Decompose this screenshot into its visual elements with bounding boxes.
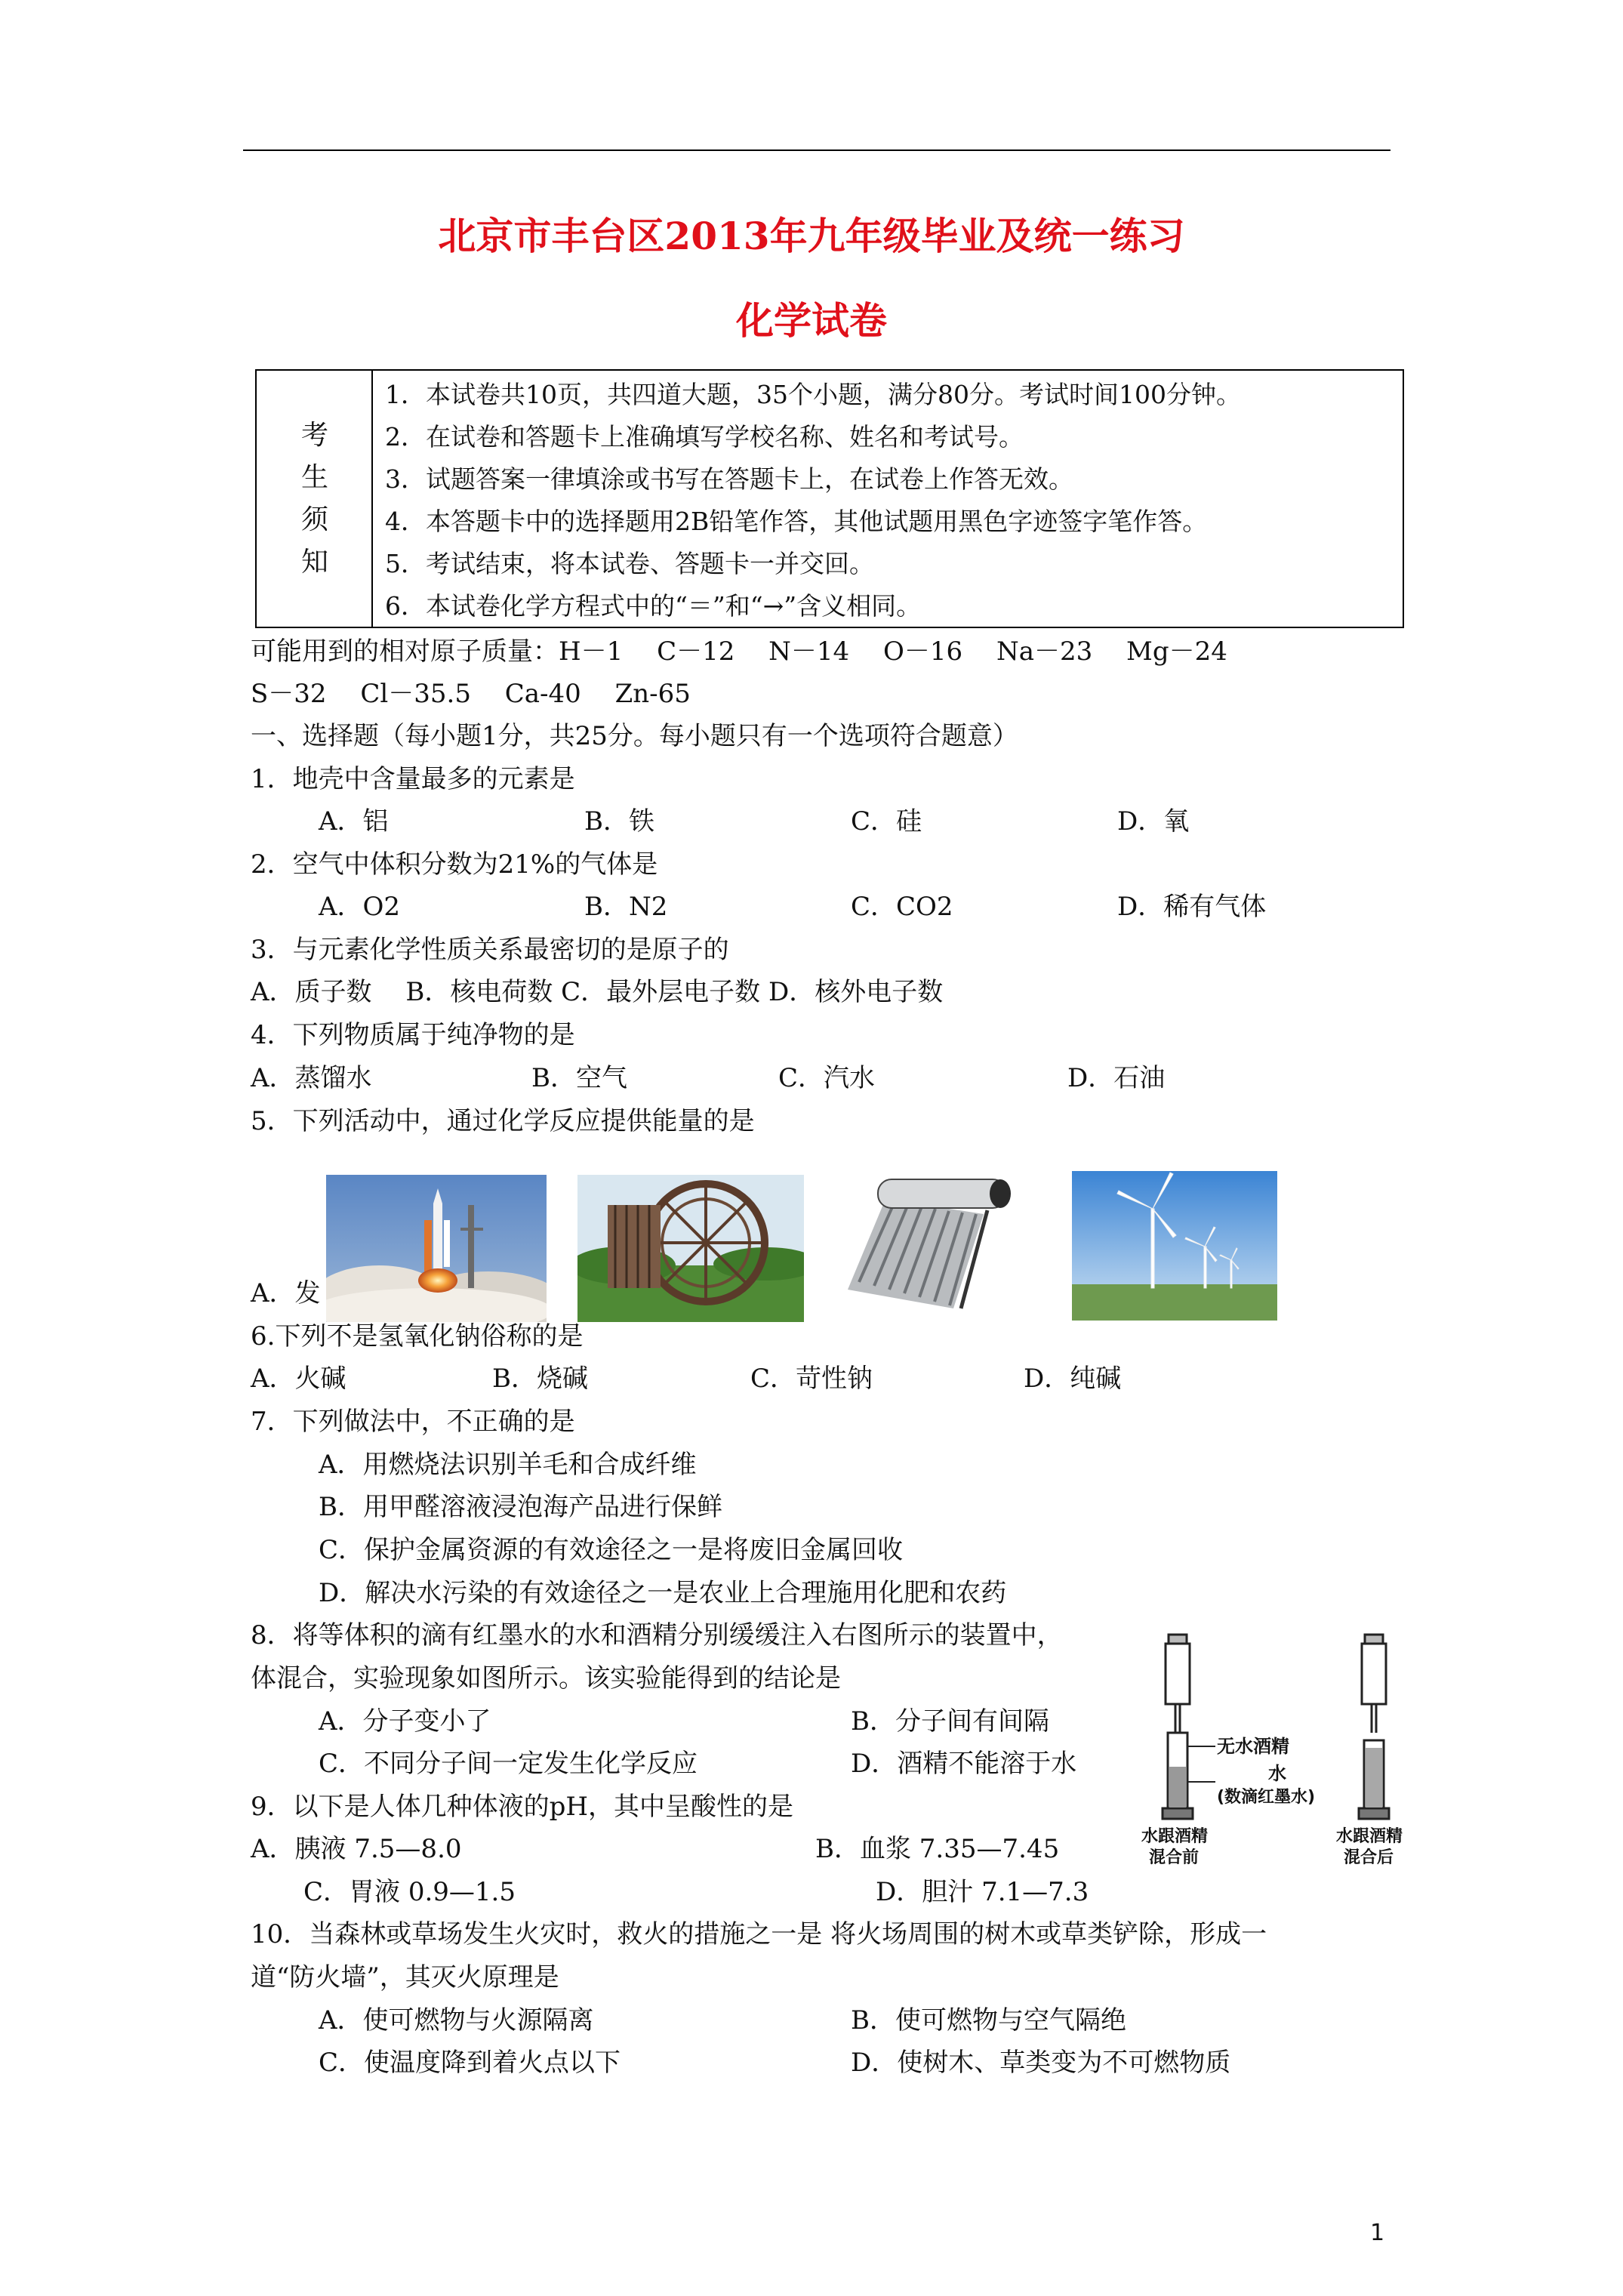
option: B．空气 bbox=[531, 1063, 627, 1093]
option: B．血浆 7.35—7.45 bbox=[815, 1834, 1060, 1864]
option: D．纯碱 bbox=[1024, 1364, 1122, 1394]
notice-label-char: 知 bbox=[300, 547, 328, 578]
question-stem: 8．将等体积的滴有红墨水的水和酒精分别缓缓注入右图所示的装置中， bbox=[251, 1620, 1063, 1650]
notice-label-char: 须 bbox=[300, 504, 328, 535]
option-line: A．质子数 B．核电荷数 C．最外层电子数 D．核外电子数 bbox=[251, 977, 944, 1007]
question-stem: 体混合，实验现象如图所示。该实验能得到的结论是 bbox=[251, 1663, 841, 1693]
option: D．酒精不能溶于水 bbox=[851, 1749, 1077, 1779]
option: C．使温度降到着火点以下 bbox=[319, 2048, 621, 2078]
option: C．硅 bbox=[851, 806, 922, 837]
option: A．O2 bbox=[319, 892, 401, 922]
option: A．用燃烧法识别羊毛和合成纤维 bbox=[319, 1450, 697, 1480]
atomic-mass-line2: S－32 Cl－35.5 Ca-40 Zn-65 bbox=[251, 679, 691, 709]
option: C．苛性钠 bbox=[750, 1364, 873, 1394]
option: B．N2 bbox=[584, 892, 668, 922]
waterwheel-image bbox=[577, 1175, 804, 1322]
option: D．解决水污染的有效途径之一是农业上合理施用化肥和农药 bbox=[319, 1578, 1007, 1608]
option: B．使可燃物与空气隔绝 bbox=[851, 2005, 1126, 2036]
option: A．蒸馏水 bbox=[251, 1063, 372, 1093]
option: A．分子变小了 bbox=[319, 1706, 491, 1737]
atomic-mass-line1: 可能用到的相对原子质量：H－1 C－12 N－14 O－16 Na－23 Mg－24 bbox=[251, 636, 1227, 667]
question-stem: 1．地壳中含量最多的元素是 bbox=[251, 764, 575, 794]
option: B．烧碱 bbox=[492, 1364, 588, 1394]
question-stem: 4．下列物质属于纯净物的是 bbox=[251, 1020, 575, 1050]
option: B．铁 bbox=[584, 806, 654, 837]
option: A．使可燃物与火源隔离 bbox=[319, 2005, 594, 2036]
option: D．胆汁 7.1—7.3 bbox=[876, 1877, 1089, 1907]
notice-label-char: 生 bbox=[300, 462, 328, 493]
option: C．胃液 0.9—1.5 bbox=[303, 1877, 516, 1907]
question-stem: 6.下列不是氢氧化钠俗称的是 bbox=[251, 1321, 584, 1351]
question-stem: 道“防火墙”，其灭火原理是 bbox=[251, 1962, 559, 1992]
option: C．CO2 bbox=[851, 892, 953, 922]
page-number: 1 bbox=[1370, 2220, 1385, 2246]
notice-label-char: 考 bbox=[300, 420, 328, 451]
caption-after: 混合后 bbox=[1344, 1848, 1394, 1867]
notice-item: 5．考试结束，将本试卷、答题卡一并交回。 bbox=[385, 549, 874, 578]
section-heading: 一、选择题（每小题1分，共25分。每小题只有一个选项符合题意） bbox=[251, 721, 1018, 751]
question-stem: 7．下列做法中，不正确的是 bbox=[251, 1407, 575, 1437]
question-stem: 10．当森林或草场发生火灾时，救火的措施之一是 将火场周围的树木或草类铲除，形成一 bbox=[251, 1919, 1267, 1949]
option: B．分子间有间隔 bbox=[851, 1706, 1049, 1737]
option: C．保护金属资源的有效途径之一是将废旧金属回收 bbox=[319, 1535, 904, 1565]
notice-item: 3．试题答案一律填涂或书写在答题卡上，在试卷上作答无效。 bbox=[385, 464, 1073, 494]
label-water-note: (数滴红墨水) bbox=[1217, 1788, 1316, 1807]
question-stem: 5．下列活动中，通过化学反应提供能量的是 bbox=[251, 1106, 755, 1136]
option: D．氧 bbox=[1117, 806, 1190, 837]
option: C．不同分子间一定发生化学反应 bbox=[319, 1749, 698, 1779]
notice-item: 1．本试卷共10页，共四道大题，35个小题，满分80分。考试时间100分钟。 bbox=[385, 380, 1241, 409]
notice-item: 2．在试卷和答题卡上准确填写学校名称、姓名和考试号。 bbox=[385, 422, 1024, 451]
option: C．汽水 bbox=[778, 1063, 876, 1093]
header-rule bbox=[243, 149, 1390, 151]
page-subtitle: 化学试卷 bbox=[736, 298, 887, 343]
option: A．铝 bbox=[319, 806, 389, 837]
question-stem: 2．空气中体积分数为21%的气体是 bbox=[251, 849, 658, 880]
option: D．石油 bbox=[1067, 1063, 1166, 1093]
caption-before: 水跟酒精 bbox=[1141, 1827, 1209, 1846]
page-title: 北京市丰台区2013年九年级毕业及统一练习 bbox=[438, 214, 1185, 258]
question-stem: 3．与元素化学性质关系最密切的是原子的 bbox=[251, 935, 729, 965]
notice-table bbox=[255, 369, 1404, 628]
question-stem: 9．以下是人体几种体液的pH，其中呈酸性的是 bbox=[251, 1792, 794, 1822]
option: D．稀有气体 bbox=[1117, 892, 1267, 922]
caption-after: 水跟酒精 bbox=[1336, 1827, 1403, 1846]
option: D．使树木、草类变为不可燃物质 bbox=[851, 2048, 1231, 2078]
rocket-launch-image bbox=[326, 1175, 547, 1322]
option: A．胰液 7.5—8.0 bbox=[251, 1834, 462, 1864]
label-water: 水 bbox=[1268, 1763, 1286, 1784]
notice-label-cell bbox=[257, 371, 373, 627]
mixing-apparatus-figure bbox=[1132, 1627, 1419, 1869]
option: A．火碱 bbox=[251, 1364, 346, 1394]
wind-turbines-image bbox=[1072, 1171, 1277, 1321]
caption-before: 混合前 bbox=[1149, 1848, 1200, 1867]
option: A．发 bbox=[251, 1278, 321, 1308]
label-alcohol: 无水酒精 bbox=[1217, 1736, 1289, 1757]
notice-item: 4．本答题卡中的选择题用2B铅笔作答，其他试题用黑色字迹签字笔作答。 bbox=[385, 507, 1208, 536]
solar-water-heater-image bbox=[833, 1169, 1019, 1314]
option: B．用甲醛溶液浸泡海产品进行保鲜 bbox=[319, 1492, 722, 1522]
notice-item: 6．本试卷化学方程式中的“＝”和“→”含义相同。 bbox=[385, 591, 922, 621]
